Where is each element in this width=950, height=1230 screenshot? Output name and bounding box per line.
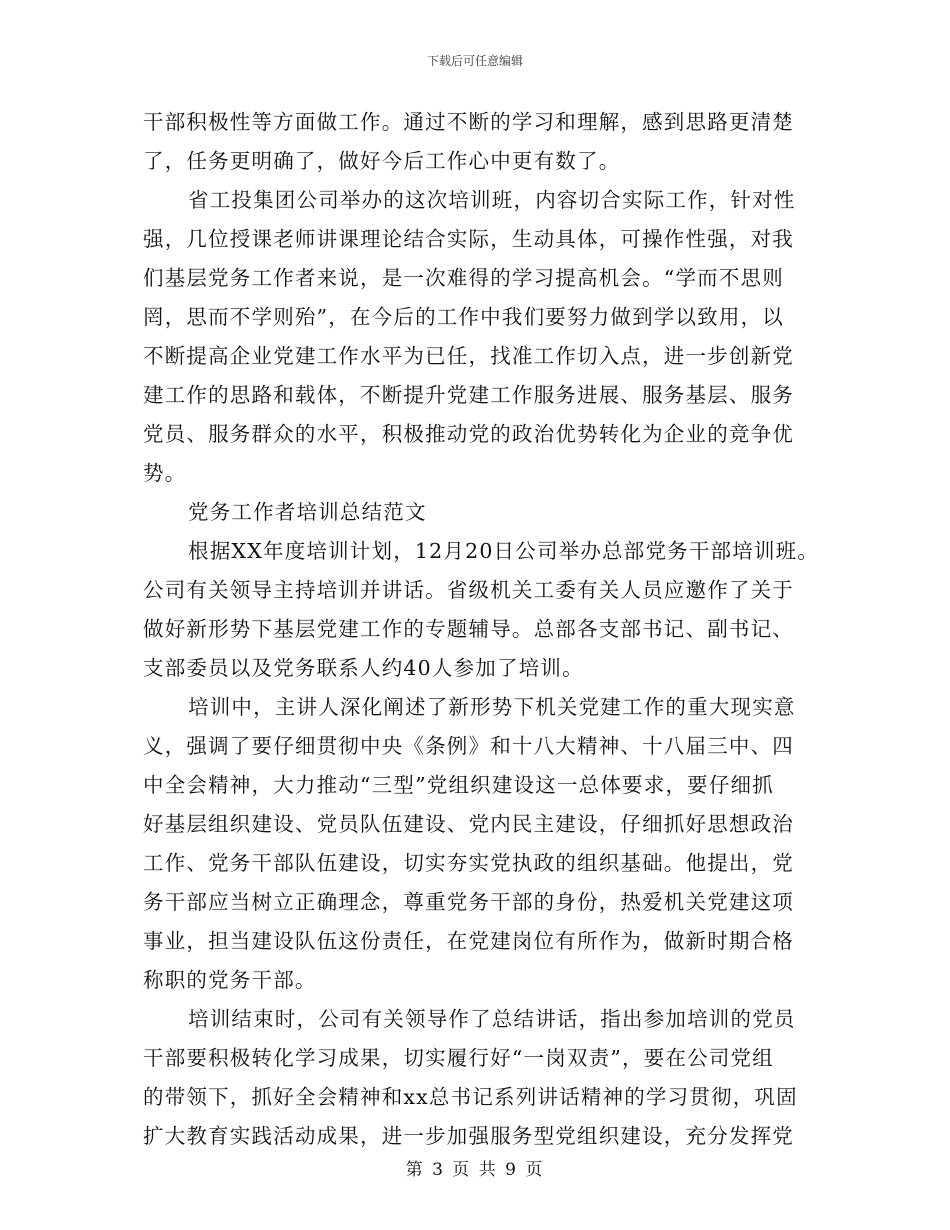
- text-line: 干部要积极转化学习成果，切实履行好“一岗双责”，要在公司党组: [143, 1046, 774, 1070]
- text-line: 义，强调了要仔细贯彻中央《条例》和十八大精神、十八届三中、四: [143, 734, 794, 758]
- text-line: 罔，思而不学则殆”，在今后的工作中我们要努力做到学以致用，以: [143, 305, 784, 329]
- text-line: 干部积极性等方面做工作。通过不断的学习和理解，感到思路更清楚: [143, 110, 794, 134]
- text-line: 做好新形势下基层党建工作的专题辅导。总部各支部书记、副书记、: [143, 617, 794, 641]
- text-line: 工作、党务干部队伍建设，切实夯实党执政的组织基础。他提出，党: [143, 851, 794, 875]
- document-body: [143, 103, 820, 1156]
- text-line: 党务工作者培训总结范文: [188, 500, 427, 524]
- text-line: 了，任务更明确了，做好今后工作心中更有数了。: [143, 149, 621, 173]
- text-line: 势。: [143, 461, 187, 485]
- text-line: 的带领下，抓好全会精神和xx总书记系列讲话精神的学习贯彻，巩固: [143, 1085, 798, 1109]
- text-line: 中全会精神，大力推动“三型”党组织建设这一总体要求，要仔细抓: [143, 773, 774, 797]
- text-line: 称职的党务干部。: [143, 968, 317, 992]
- page-number: 第 3 页 共 9 页: [405, 1160, 545, 1180]
- text-line: 不断提高企业党建工作水平为已任，找准工作切入点，进一步创新党: [143, 344, 794, 368]
- text-line: 培训结束时，公司有关领导作了总结讲话，指出参加培训的党员: [188, 1007, 796, 1031]
- text-line: 事业，担当建设队伍这份责任，在党建岗位有所作为，做新时期合格: [143, 929, 794, 953]
- text-line: 务干部应当树立正确理念，尊重党务干部的身份，热爱机关党建这项: [143, 890, 794, 914]
- text-line: 支部委员以及党务联系人约40人参加了培训。: [143, 656, 584, 680]
- text-line: 公司有关领导主持培训并讲话。省级机关工委有关人员应邀作了关于: [143, 578, 794, 602]
- text-line: 建工作的思路和载体，不断提升党建工作服务进展、服务基层、服务: [143, 383, 794, 407]
- text-line: 根据XX年度培训计划，12月20日公司举办总部党务干部培训班。: [188, 539, 820, 563]
- text-line: 党员、服务群众的水平，积极推动党的政治优势转化为企业的竞争优: [143, 422, 794, 446]
- text-line: 培训中，主讲人深化阐述了新形势下机关党建工作的重大现实意: [188, 695, 796, 719]
- text-line: 省工投集团公司举办的这次培训班，内容切合实际工作，针对性: [188, 188, 796, 212]
- text-line: 们基层党务工作者来说，是一次难得的学习提高机会。“学而不思则: [143, 266, 784, 290]
- text-line: 强，几位授课老师讲课理论结合实际，生动具体，可操作性强，对我: [143, 227, 794, 251]
- text-line: 扩大教育实践活动成果，进一步加强服务型党组织建设，充分发挥党: [143, 1124, 794, 1148]
- text-line: 好基层组织建设、党员队伍建设、党内民主建设，仔细抓好思想政治: [143, 812, 794, 836]
- page-header: 下载后可任意编辑: [426, 54, 523, 68]
